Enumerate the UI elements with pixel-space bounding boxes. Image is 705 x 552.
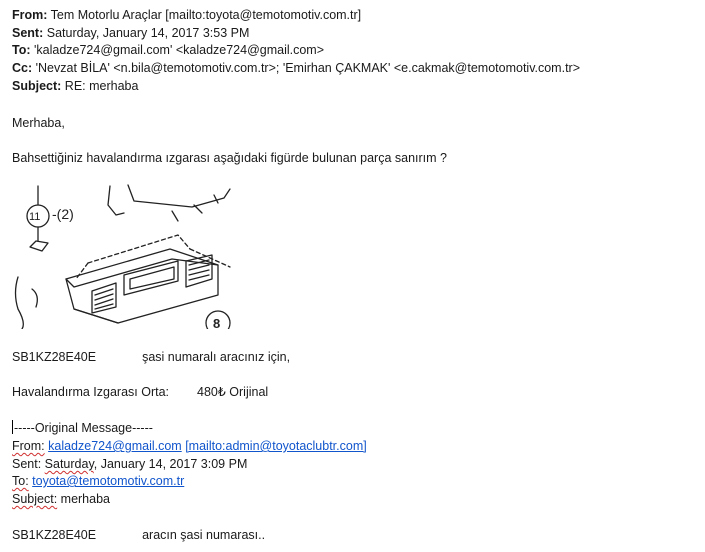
part-line	[12, 384, 268, 400]
sent-label: Sent:	[12, 26, 44, 40]
cc-value: 'Nevzat BİLA' <n.bila@temotomotiv.com.tr>; 'Emirhan ÇAKMAK' <e.cakmak@temotomotiv.com.tr>	[35, 61, 581, 75]
from-value: Tem Motorlu Araçlar [mailto:toyota@temotomotiv.com.tr]	[50, 8, 362, 22]
vin-number: SB1KZ28E40E	[12, 350, 97, 364]
header-cc	[12, 60, 580, 76]
header-sent	[12, 25, 249, 41]
original-to	[12, 473, 184, 489]
original-subject-value: merhaba	[60, 492, 110, 506]
subject-label: Subject:	[12, 79, 62, 93]
text-cursor	[12, 420, 13, 434]
original-vin-description: aracın şasi numarası..	[142, 528, 266, 542]
subject-value: RE: merhaba	[64, 79, 139, 93]
original-to-label: To:	[12, 474, 29, 488]
parts-diagram-image	[12, 183, 238, 329]
original-subject-label: Subject:	[12, 492, 58, 506]
header-from	[12, 7, 361, 23]
original-sent	[12, 456, 247, 472]
to-label: To:	[12, 43, 31, 57]
original-to-email-link[interactable]: toyota@temotomotiv.com.tr	[32, 474, 185, 488]
part-name: Havalandırma Izgarası Orta:	[12, 385, 170, 399]
original-sent-day: Saturday	[44, 457, 94, 471]
original-vin-number: SB1KZ28E40E	[12, 528, 97, 542]
original-from-label: From:	[12, 439, 45, 453]
vin-line	[12, 349, 290, 365]
original-subject	[12, 491, 110, 507]
question-text: Bahsettiğiniz havalandırma ızgarası aşağıdaki figürde bulunan parça sanırım ?	[12, 151, 447, 165]
part-number-label: 11	[29, 211, 41, 223]
from-label: From:	[12, 8, 48, 22]
original-vin-line	[12, 527, 265, 543]
original-sent-date: , January 14, 2017 3:09 PM	[93, 457, 248, 471]
part-price: 480₺ Orijinal	[197, 385, 269, 399]
cc-label: Cc:	[12, 61, 33, 75]
part-quantity-label: -(2)	[52, 206, 74, 222]
to-value: 'kaladze724@gmail.com' <kaladze724@gmail.com>	[34, 43, 325, 57]
original-from-email-link[interactable]: kaladze724@gmail.com	[48, 439, 182, 453]
header-subject	[12, 78, 138, 94]
header-to	[12, 42, 324, 58]
sent-value: Saturday, January 14, 2017 3:53 PM	[46, 26, 250, 40]
original-mailto-link[interactable]: [mailto:admin@toyotaclubtr.com]	[185, 439, 367, 453]
original-from	[12, 438, 367, 454]
original-sent-label: Sent:	[12, 457, 42, 471]
original-separator: -----Original Message-----	[14, 421, 153, 435]
greeting: Merhaba,	[12, 116, 65, 130]
vin-description: şasi numaralı aracınız için,	[142, 350, 291, 364]
callout-number-label: 8	[213, 316, 221, 329]
